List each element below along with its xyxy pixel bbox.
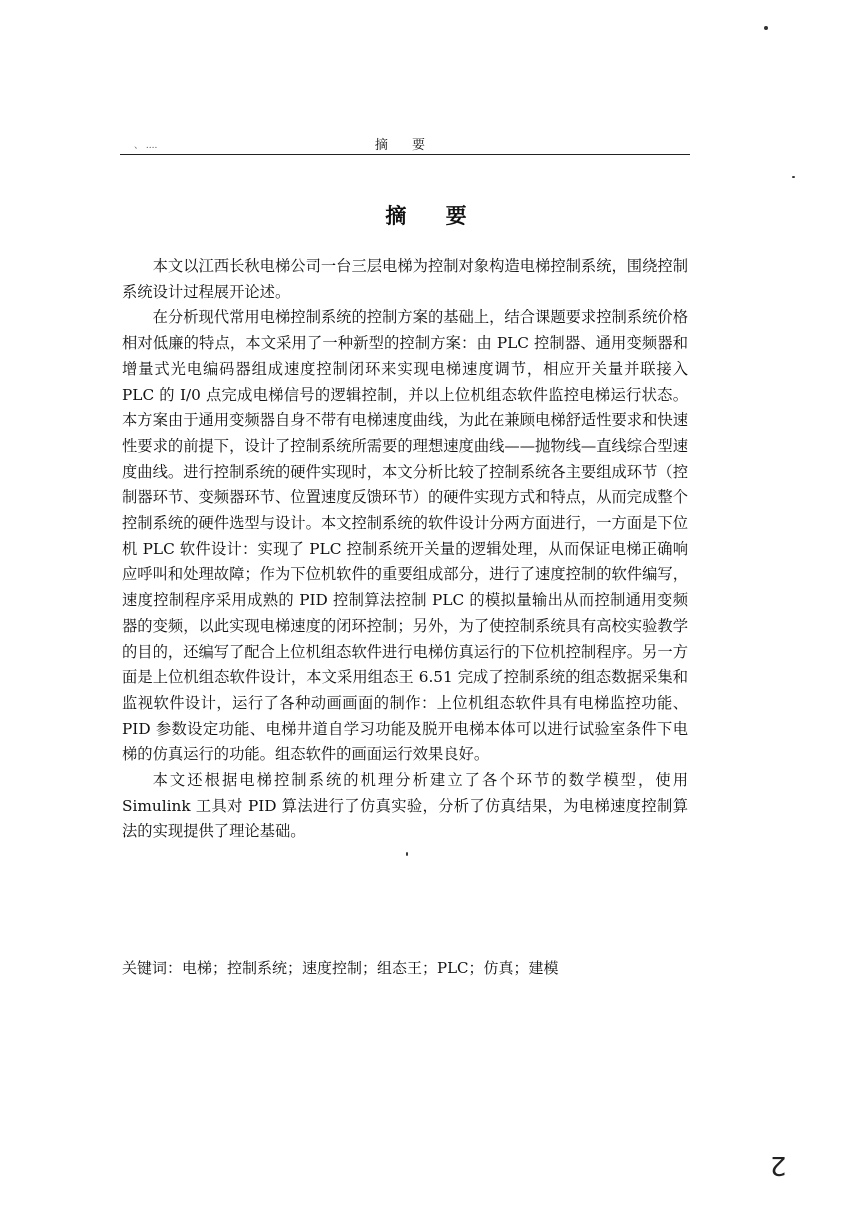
abstract-body [122, 254, 688, 845]
header-mark: 、 .... [134, 141, 158, 151]
scan-speck [792, 176, 795, 178]
paragraph-modeling: 本文还根据电梯控制系统的机理分析建立了各个环节的数学模型，使用 Simulink 工具对 PID 算法进行了仿真实验，分析了仿真结果，为电梯速度控制算法的实现提供了理论基础。 [122, 771, 688, 841]
paragraph-intro: 本文以江西长秋电梯公司一台三层电梯为控制对象构造电梯控制系统，围绕控制系统设计过程展开论述。 [122, 257, 688, 301]
paragraph-main: 在分析现代常用电梯控制系统的控制方案的基础上，结合课题要求控制系统价格相对低廉的特点，本文采用了一种新型的控制方案：由 PLC 控制器、通用变频器和增量式光电编码器组成速度控制闭环来实现电梯速度调节，相应开关量并联接入 PLC 的 I/0 点完成电梯信号的逻辑控制，并以上位机组态软件监控电梯运行状态。本方案由于通用变频器自身不带有电梯速度曲线，为此在兼顾电梯舒适性要求和快速性要求的前提下，设计了控制系统所需要的理想速度曲线——抛物线—直线综合型速度曲线。进行控制系统的硬件实现时，本文分析比较了控制系统各主要组成环节（控制器环节、变频器环节、位置速度反馈环节）的硬件实现方式和特点，从而完成整个控制系统的硬件选型与设计。本文控制系统的软件设计分两方面进行，一方面是下位机 PLC 软件设计：实现了 PLC 控制系统开关量的逻辑处理，从而保证电梯正确响应呼叫和处理故障；作为下位机软件的重要组成部分，进行了速度控制的软件编写，速度控制程序采用成熟的 PID 控制算法控制 PLC 的模拟量输出从而控制通用变频器的变频，以此实现电梯速度的闭环控制；另外，为了使控制系统具有高校实验教学的目的，还编写了配合上位机组态软件进行电梯仿真运行的下位机控制程序。另一方面是上位机组态软件设计，本文采用组态王 6.51 完成了控制系统的组态数据采集和监视软件设计，运行了各种动画画面的制作：上位机组态软件具有电梯监控功能、PID 参数设定功能、电梯井道自学习功能及脱开电梯本体可以进行试验室条件下电梯的仿真运行的功能。组态软件的画面运行效果良好。 [122, 308, 688, 764]
scan-speck [406, 852, 408, 856]
running-header [120, 134, 690, 155]
header-title: 摘 要 [374, 138, 436, 153]
keywords-line: 关键词：电梯；控制系统；速度控制；组态王；PLC；仿真；建模 [122, 959, 559, 977]
page-title: 摘 要 [385, 204, 483, 228]
page-number: 2 [770, 1150, 787, 1180]
scan-speck [764, 26, 768, 30]
